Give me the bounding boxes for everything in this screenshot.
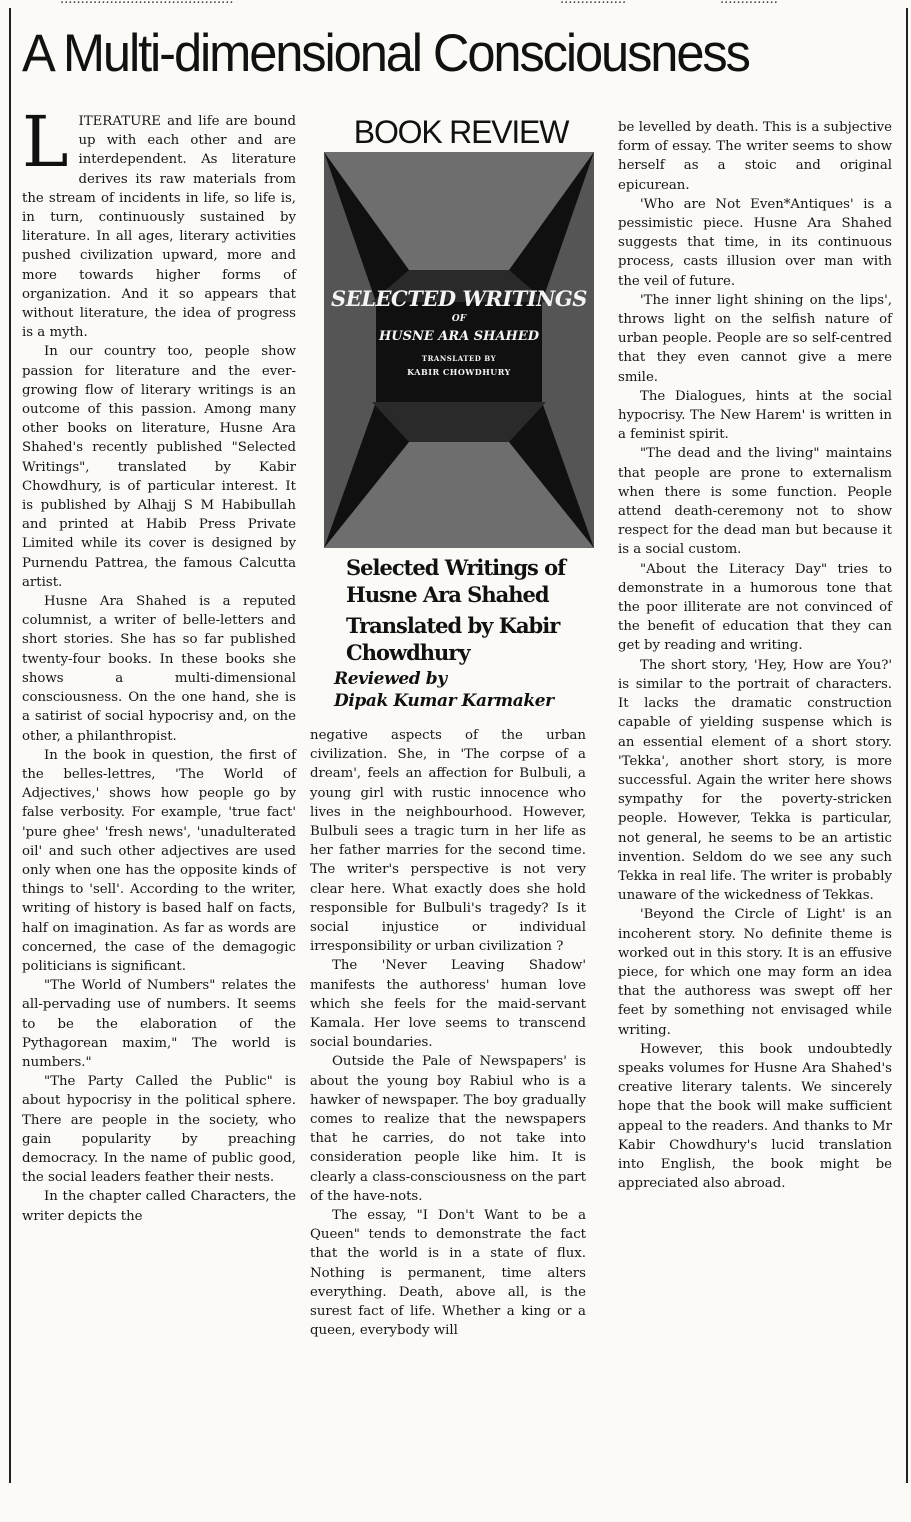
cover-title: SELECTED WRITINGS bbox=[331, 286, 587, 311]
column-rule-left bbox=[9, 8, 11, 1483]
paragraph: 'The inner light shining on the lips', throws light on the selfish nature of urban people. People are so self-centred that they even cannot give a mere smile. bbox=[618, 292, 892, 385]
paragraph: The Dialogues, hints at the social hypocrisy. The New Harem' is written in a feminist spirit. bbox=[618, 388, 892, 443]
drop-cap: L bbox=[22, 101, 69, 183]
paragraph: The short story, 'Hey, How are You?' is similar to the portrait of characters. It lacks the dramatic construction capable of yielding suspense which is an essential element of a short story. 'Tekka', another short story, is more successful. Again the writer here shows sympathy for the poverty-stricken people. However, Tekka is particular, not general, he seems to be an artistic invention. Seldom do we see any such Tekka in real life. The writer is probably unaware of the wickedness of Tekkas. bbox=[618, 657, 892, 904]
paragraph: In the book in question, the first of the belles-lettres, 'The World of Adjectives,' shows how people go by false verbosity. For example, 'true fact' 'pure ghee' 'fresh news', 'unadulterated oil' and such other adjectives are used only when one has the opposite kinds of things to 'sell'. According to the writer, writing of history is based half on facts, half on imagination. As far as words are concerned, the case of the demagogic politicians is significant. bbox=[22, 747, 296, 974]
paragraph: Outside the Pale of Newspapers' is about the young boy Rabiul who is a hawker of newspaper. The boy gradually comes to realize that the newspapers that he carries, do not take into consideration people like him. It is clearly a class-consciousness on the part of the have-nots. bbox=[310, 1054, 586, 1204]
book-translator: Translated by Kabir Chowdhury bbox=[346, 613, 560, 665]
paragraph: be levelled by death. This is a subjective form of essay. The writer seems to show herself as a stoic and original epicurean. bbox=[618, 120, 892, 193]
section-label: BOOK REVIEW bbox=[353, 114, 569, 150]
book-cover-image bbox=[324, 152, 594, 548]
paragraph: However, this book undoubtedly speaks volumes for Husne Ara Shahed's creative literary talents. We sincerely hope that the book will make sufficient appeal to the readers. And thanks to Mr Kabir Chowdhury's lucid translation into English, the book might be appreciated also abroad. bbox=[618, 1041, 892, 1192]
reviewer-label: Reviewed by bbox=[334, 669, 447, 689]
cover-author: HUSNE ARA SHAHED bbox=[378, 329, 540, 344]
book-title: Selected Writings of Husne Ara Shahed bbox=[346, 555, 566, 607]
paragraph: Husne Ara Shahed is a reputed columnist, a writer of belle-letters and short stories. She has so far published twenty-four books. In these books she shows a multi-dimensional consciousness. On the one hand, she is a satirist of social hypocrisy and, on the other, a philanthropist. bbox=[22, 594, 296, 744]
headline: A Multi-dimensional Consciousness bbox=[22, 24, 749, 83]
cover-of: OF bbox=[451, 314, 467, 324]
reviewer-byline bbox=[334, 668, 594, 712]
paragraph: The 'Never Leaving Shadow' manifests the authoress' human love which she feels for the maid-servant Kamala. Her love seems to transcend social boundaries. bbox=[310, 958, 586, 1051]
paragraph: negative aspects of the urban civilization. She, in 'The corpse of a dream', feels an affection for Bulbuli, a young girl with rustic innocence who lives in the neighbourhood. However, Bulbuli sees a tragic turn in her life as her father marries for the second time. The writer's perspective is not very clear here. What exactly does she hold responsible for Bulbuli's tragedy? Is it social injustice or individual irresponsibility or urban civilization ? bbox=[310, 728, 586, 955]
paragraph: 'Beyond the Circle of Light' is an incoherent story. No definite theme is worked out in this story. It is an effusive piece, for which one may form an idea that the authoress was swept off her feet by something not envisaged while writing. bbox=[618, 907, 892, 1038]
paragraph: In our country too, people show passion for literature and the ever-growing flow of literary writings is an outcome of this passion. Among many other books on literature, Husne Ara Shahed's recently published "Selected Writings", translated by Kabir Chowdhury, is of particular interest. It is published by Alhajj S M Habibullah and printed at Habib Press Private Limited while its cover is designed by Purnendu Pattrea, the famous Calcutta artist. bbox=[22, 344, 296, 590]
paragraph: "The Party Called the Public" is about hypocrisy in the political sphere. There are people in the society, who gain popularity by preaching democracy. In the name of public good, the social leaders feather their nests. bbox=[22, 1074, 296, 1186]
column-rule-right bbox=[906, 8, 908, 1483]
paragraph: "The dead and the living" maintains that people are prone to externalism when there is some function. People attend death-ceremony not to show respect for the dead man but because it is a social custom. bbox=[618, 446, 892, 558]
reviewer-name: Dipak Kumar Karmaker bbox=[334, 691, 554, 711]
cover-translator: KABIR CHOWDHURY bbox=[407, 367, 511, 377]
article-column-1 bbox=[22, 101, 296, 1226]
paragraph: 'Who are Not Even*Antiques' is a pessimistic piece. Husne Ara Shahed suggests that time, in its continuous process, casts illusion over man with the veil of future. bbox=[618, 196, 892, 289]
cover-artwork bbox=[324, 152, 594, 548]
paragraph: The essay, "I Don't Want to be a Queen" tends to demonstrate the fact that the world is in a state of flux. Nothing is permanent, time alters everything. Death, above all, is the surest fact of life. Whether a king or a queen, everybody will bbox=[310, 1208, 586, 1339]
previous-article-cutoff bbox=[0, 0, 911, 8]
paragraph: "The World of Numbers" relates the all-pervading use of numbers. It seems to be the elaboration of the Pythagorean maxim," The world is numbers." bbox=[22, 978, 296, 1070]
paragraph: "About the Literacy Day" tries to demonstrate in a humorous tone that the poor illiterate are not convinced of the benefit of education that they can get by reading and writing. bbox=[618, 561, 892, 654]
cutoff-fragment-1 bbox=[60, 0, 234, 7]
article-column-3 bbox=[618, 118, 892, 1193]
paragraph: In the chapter called Characters, the writer depicts the bbox=[22, 1189, 296, 1224]
cutoff-fragment-3 bbox=[720, 0, 778, 7]
cover-translated-by: TRANSLATED BY bbox=[421, 354, 497, 363]
paragraph: ITERATURE and life are bound up with each other and are interdependent. As literature derives its raw materials from the stream of incidents in life, so life is, in turn, continuously sustained by literature. In all ages, literary activities pushed civilization upward, more and more towards higher forms of organization. And it so appears that without literature, the idea of progress is a myth. bbox=[22, 114, 296, 341]
article-column-2 bbox=[310, 726, 586, 1341]
cutoff-fragment-2 bbox=[560, 0, 626, 7]
